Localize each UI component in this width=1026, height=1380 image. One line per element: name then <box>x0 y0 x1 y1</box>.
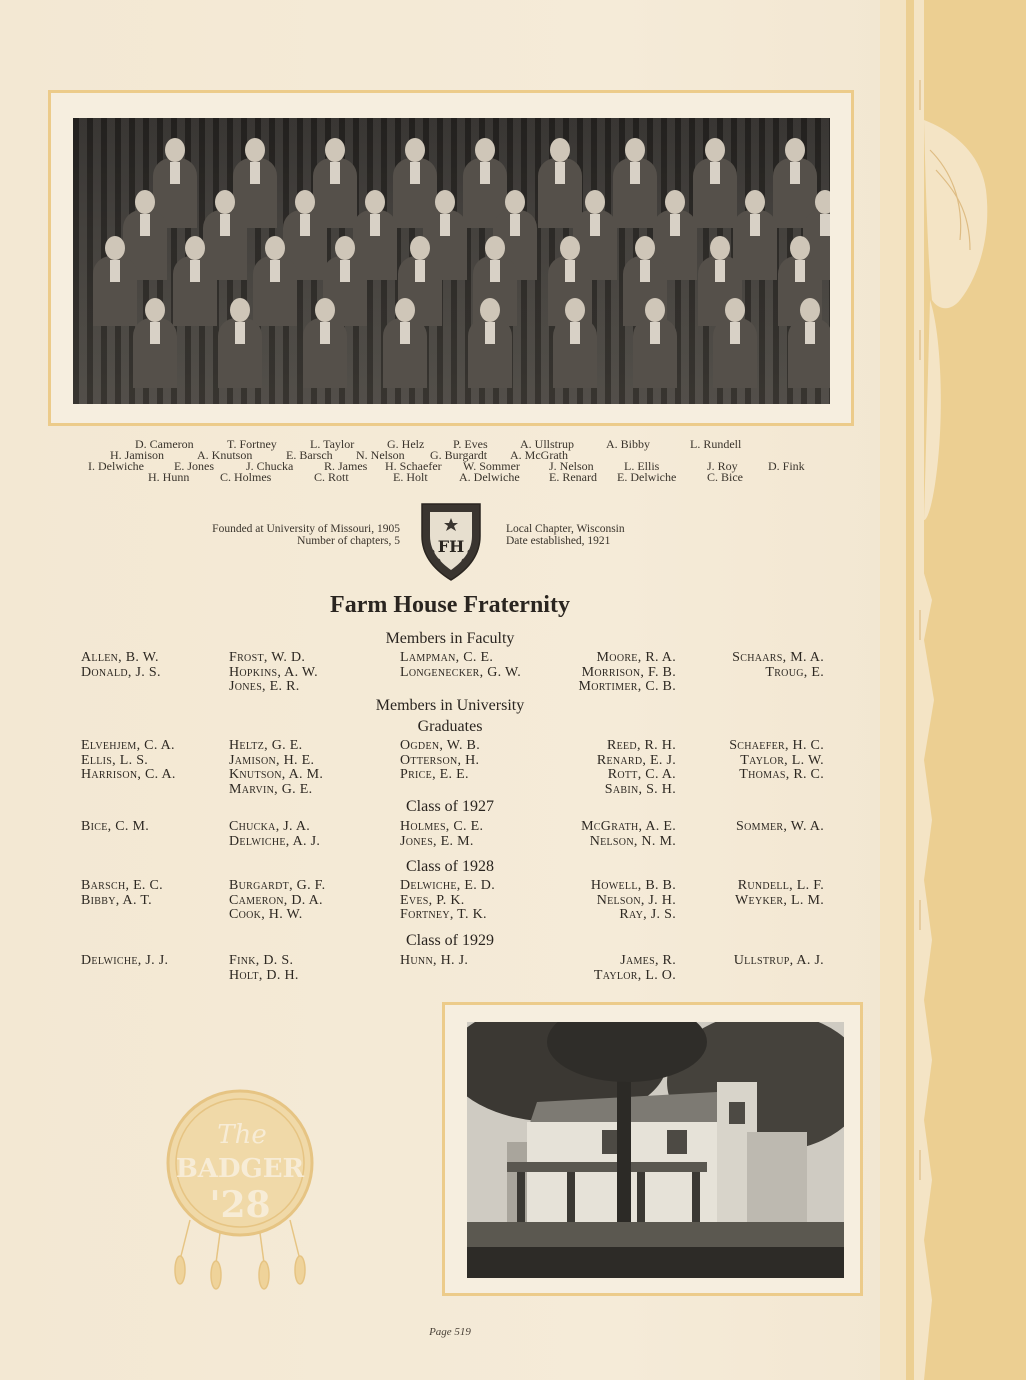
caption-name: L. Ellis <box>624 459 660 473</box>
person-shirt <box>485 322 495 344</box>
person-head <box>165 138 185 162</box>
class1929-column <box>81 954 168 969</box>
person-shirt <box>820 214 830 236</box>
person-shirt <box>510 214 520 236</box>
person-head <box>230 298 250 322</box>
class1927-column <box>400 820 483 849</box>
member-name: Marvin, G. E. <box>229 781 313 797</box>
person-head <box>315 298 335 322</box>
person-head <box>335 236 355 260</box>
graduates-column <box>516 739 676 797</box>
person-head <box>215 190 235 214</box>
decorative-border <box>880 0 1026 1380</box>
member-name: Holt, D. H. <box>229 967 299 983</box>
member-name: Ray, J. S. <box>619 907 676 922</box>
member-name: Frost, W. D. <box>229 650 306 665</box>
class1928-column <box>229 879 325 923</box>
member-name: Weyker, L. M. <box>735 892 824 908</box>
member-name: Elvehjem, C. A. <box>81 738 175 753</box>
photo-person <box>613 138 657 228</box>
section-graduates: Graduates <box>417 718 483 735</box>
class1928-column <box>516 879 676 923</box>
faculty-column <box>81 651 161 680</box>
person-shirt <box>370 214 380 236</box>
person-shirt <box>795 260 805 282</box>
group-photo <box>73 118 830 404</box>
member-name: Taylor, L. W. <box>740 752 824 768</box>
person-shirt <box>490 260 500 282</box>
badger-logo-icon <box>150 1085 330 1295</box>
person-shirt <box>480 162 490 184</box>
class1927-column <box>664 820 824 835</box>
fraternity-crest-icon <box>418 500 484 582</box>
person-shirt <box>270 260 280 282</box>
person-shirt <box>410 162 420 184</box>
member-name: Barsch, E. C. <box>81 878 163 893</box>
member-name: Taylor, L. O. <box>593 967 676 983</box>
person-head <box>185 236 205 260</box>
person-shirt <box>150 322 160 344</box>
member-name: Delwiche, E. D. <box>400 878 496 893</box>
member-name: Ullstrup, A. J. <box>733 953 824 968</box>
logo-text-year: '28 <box>209 1184 271 1226</box>
person-shirt <box>750 214 760 236</box>
member-name: Rott, C. A. <box>607 767 676 782</box>
person-shirt <box>140 214 150 236</box>
person-head <box>705 138 725 162</box>
member-name: Delwiche, J. J. <box>81 953 169 968</box>
class1927-column <box>81 820 149 835</box>
person-head <box>475 138 495 162</box>
person-shirt <box>565 260 575 282</box>
graduates-column <box>81 739 176 783</box>
member-name: Cameron, D. A. <box>229 892 323 908</box>
person-head <box>790 236 810 260</box>
person-head <box>410 236 430 260</box>
crest-letters: FH <box>437 537 465 556</box>
member-name: Chucka, J. A. <box>229 819 311 834</box>
caption-name: A. Bibby <box>606 437 651 451</box>
caption-name: T. Fortney <box>227 437 277 451</box>
photo-person <box>553 298 597 388</box>
page-number: Page 519 <box>429 1326 471 1338</box>
photo-person <box>468 298 512 388</box>
faculty-column <box>516 651 676 695</box>
person-head <box>585 190 605 214</box>
member-name: Sommer, W. A. <box>736 819 824 834</box>
member-name: Schaefer, H. C. <box>729 738 824 753</box>
feather-decoration-icon <box>880 0 1026 1380</box>
caption-name: W. Sommer <box>463 459 520 473</box>
house-photo <box>467 1022 844 1278</box>
photo-person <box>788 298 830 388</box>
person-shirt <box>590 214 600 236</box>
person-shirt <box>790 162 800 184</box>
person-head <box>565 298 585 322</box>
class1927-column <box>516 820 676 849</box>
member-name: Moore, R. A. <box>596 650 676 665</box>
member-name: Renard, E. J. <box>596 752 676 768</box>
faculty-column <box>400 651 521 680</box>
member-name: Lampman, C. E. <box>400 650 494 665</box>
graduates-column <box>664 739 824 783</box>
person-head <box>265 236 285 260</box>
photo-person <box>218 298 262 388</box>
person-head <box>800 298 820 322</box>
photo-person <box>633 298 677 388</box>
photo-person <box>693 138 737 228</box>
caption-name: J. Roy <box>707 459 738 473</box>
member-name: Hunn, H. J. <box>400 953 469 968</box>
logo-text-badger: BADGER <box>175 1154 305 1184</box>
caption-name: P. Eves <box>453 437 488 451</box>
class1929-column <box>400 954 468 969</box>
member-name: Bice, C. M. <box>81 819 150 834</box>
person-shirt <box>805 322 815 344</box>
chapters-text: Number of chapters, 5 <box>297 535 400 547</box>
member-name: Thomas, R. C. <box>739 767 824 782</box>
caption-name: H. Schaefer <box>385 459 442 473</box>
person-shirt <box>640 260 650 282</box>
person-head <box>365 190 385 214</box>
person-shirt <box>415 260 425 282</box>
class1928-column <box>400 879 495 923</box>
local-chapter-text: Local Chapter, Wisconsin <box>506 523 625 535</box>
photo-person <box>93 236 137 326</box>
founded-text: Founded at University of Missouri, 1905 <box>212 523 400 535</box>
member-name: Holmes, C. E. <box>400 819 484 834</box>
person-shirt <box>250 162 260 184</box>
member-name: Otterson, H. <box>400 752 480 768</box>
person-head <box>745 190 765 214</box>
person-head <box>145 298 165 322</box>
person-head <box>325 138 345 162</box>
established-text: Date established, 1921 <box>506 535 611 547</box>
member-name: Cook, H. W. <box>229 907 303 922</box>
caption-name: G. Helz <box>387 437 425 451</box>
member-name: Howell, B. B. <box>590 878 676 893</box>
member-name: Sabin, S. H. <box>604 781 676 797</box>
member-name: McGrath, A. E. <box>581 819 676 834</box>
faculty-column <box>664 651 824 680</box>
caption-name: L. Rundell <box>690 437 742 451</box>
house-illustration-icon <box>467 1022 844 1278</box>
member-name: Nelson, N. M. <box>589 833 676 849</box>
member-name: Rundell, L. F. <box>737 878 824 893</box>
person-head <box>480 298 500 322</box>
section-university: Members in University <box>375 697 525 714</box>
caption-name: A. Knutson <box>197 448 253 462</box>
section-class-1928: Class of 1928 <box>406 858 494 875</box>
class1927-column <box>229 820 320 849</box>
caption-name: H. Jamison <box>110 448 164 462</box>
caption-name: G. Burgardt <box>430 448 488 462</box>
person-head <box>710 236 730 260</box>
member-name: Knutson, A. M. <box>229 767 324 782</box>
person-shirt <box>330 162 340 184</box>
person-head <box>505 190 525 214</box>
member-name: Morrison, F. B. <box>581 664 676 680</box>
caption-name: A. McGrath <box>510 448 568 462</box>
member-name: Burgardt, G. F. <box>229 878 326 893</box>
person-head <box>665 190 685 214</box>
member-name: Troug, E. <box>765 664 824 680</box>
section-class-1927: Class of 1927 <box>406 798 494 815</box>
class1929-column <box>229 954 299 983</box>
caption-name: R. James <box>324 459 368 473</box>
caption-name: C. Bice <box>707 470 743 484</box>
member-name: Eves, P. K. <box>400 892 465 908</box>
class1928-column <box>664 879 824 908</box>
caption-name: J. Nelson <box>549 459 594 473</box>
member-name: Price, E. E. <box>400 767 469 782</box>
person-head <box>635 236 655 260</box>
member-name: Jones, E. M. <box>400 833 474 849</box>
person-head <box>785 138 805 162</box>
caption-name: D. Cameron <box>135 437 194 451</box>
graduates-column <box>229 739 323 797</box>
person-shirt <box>555 162 565 184</box>
person-head <box>560 236 580 260</box>
caption-name: C. Holmes <box>220 470 272 484</box>
person-shirt <box>170 162 180 184</box>
caption-name: I. Delwiche <box>88 459 144 473</box>
member-name: Allen, B. W. <box>81 650 159 665</box>
photo-person <box>383 298 427 388</box>
person-head <box>245 138 265 162</box>
founding-info-right <box>506 523 736 547</box>
person-shirt <box>650 322 660 344</box>
member-name: Hopkins, A. W. <box>229 664 318 680</box>
caption-name: L. Taylor <box>310 437 355 451</box>
photo-person <box>713 298 757 388</box>
caption-name: E. Barsch <box>286 448 333 462</box>
member-name: Delwiche, A. J. <box>229 833 321 849</box>
person-head <box>395 298 415 322</box>
caption-name: E. Delwiche <box>617 470 677 484</box>
caption-name: A. Ullstrup <box>520 437 574 451</box>
member-name: Bibby, A. T. <box>81 892 152 908</box>
caption-name: H. Hunn <box>148 470 190 484</box>
person-head <box>295 190 315 214</box>
person-shirt <box>400 322 410 344</box>
logo-text-the: The <box>217 1120 267 1150</box>
faculty-column <box>229 651 318 695</box>
caption-name: D. Fink <box>768 459 805 473</box>
caption-name: E. Holt <box>393 470 428 484</box>
page-title: Farm House Fraternity <box>330 592 570 618</box>
person-shirt <box>715 260 725 282</box>
person-shirt <box>110 260 120 282</box>
caption-name: E. Renard <box>549 470 597 484</box>
member-name: Harrison, C. A. <box>81 767 176 782</box>
person-shirt <box>320 322 330 344</box>
caption-name: J. Chucka <box>246 459 294 473</box>
member-name: Donald, J. S. <box>81 664 161 680</box>
section-class-1929: Class of 1929 <box>406 932 494 949</box>
class1928-column <box>81 879 163 908</box>
member-name: Mortimer, C. B. <box>578 679 676 694</box>
caption-name: N. Nelson <box>356 448 405 462</box>
member-name: Longenecker, G. W. <box>400 664 522 680</box>
founding-info-left <box>170 523 400 547</box>
class1929-column <box>516 954 676 983</box>
member-name: Jones, E. R. <box>229 679 300 694</box>
person-head <box>435 190 455 214</box>
person-head <box>625 138 645 162</box>
person-shirt <box>630 162 640 184</box>
member-name: Heltz, G. E. <box>229 738 303 753</box>
caption-name: E. Jones <box>174 459 214 473</box>
class1929-column <box>664 954 824 969</box>
person-shirt <box>730 322 740 344</box>
member-name: Ogden, W. B. <box>400 738 480 753</box>
person-head <box>550 138 570 162</box>
member-name: Fortney, T. K. <box>400 907 487 922</box>
member-name: Reed, R. H. <box>606 738 676 753</box>
member-name: Ellis, L. S. <box>81 752 149 768</box>
graduates-column <box>400 739 480 783</box>
member-name: James, R. <box>620 953 676 968</box>
member-name: Fink, D. S. <box>229 953 294 968</box>
person-shirt <box>340 260 350 282</box>
person-shirt <box>220 214 230 236</box>
person-head <box>485 236 505 260</box>
person-shirt <box>670 214 680 236</box>
person-head <box>405 138 425 162</box>
person-shirt <box>300 214 310 236</box>
caption-name: C. Rott <box>314 470 349 484</box>
caption-name: A. Delwiche <box>459 470 520 484</box>
person-shirt <box>190 260 200 282</box>
member-name: Nelson, J. H. <box>596 892 676 908</box>
person-head <box>815 190 830 214</box>
person-shirt <box>710 162 720 184</box>
photo-person <box>303 298 347 388</box>
person-shirt <box>440 214 450 236</box>
section-faculty: Members in Faculty <box>385 630 515 647</box>
person-head <box>105 236 125 260</box>
person-head <box>725 298 745 322</box>
person-shirt <box>570 322 580 344</box>
photo-person <box>173 236 217 326</box>
member-name: Schaars, M. A. <box>732 650 824 665</box>
person-head <box>645 298 665 322</box>
person-shirt <box>235 322 245 344</box>
member-name: Jamison, H. E. <box>229 752 315 768</box>
photo-person <box>133 298 177 388</box>
person-head <box>135 190 155 214</box>
